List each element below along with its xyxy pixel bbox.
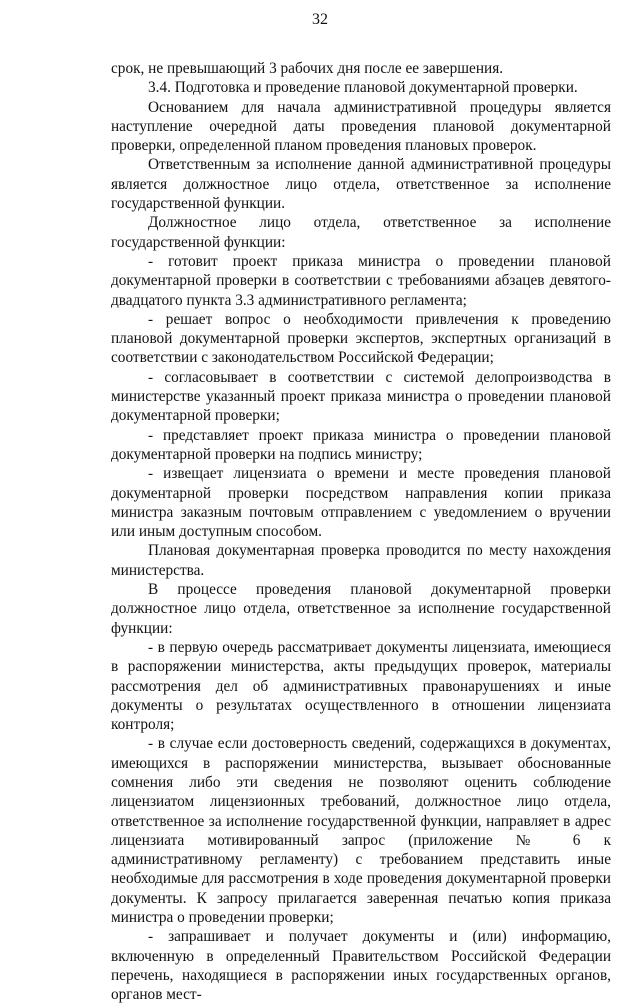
list-item: - запрашивает и получает документы и (или) информацию, включенную в определенный Правительством Российской Федерации перечень, находящиеся в распоряжении иных государственных органов, органов мест- [111,928,611,1004]
section-heading: 3.4. Подготовка и проведение плановой документарной проверки. [148,79,578,97]
paragraph: срок, не превышающий 3 рабочих дня после ее завершения. [111,60,504,77]
list-item: - готовит проект приказа министра о проведении плановой документарной проверки в соответствии с требованиями абзацев девятого-двадцатого пункта 3.3 административного регламента; [111,252,611,309]
document-body [111,59,611,1005]
paragraph: Плановая документарная проверка проводится по месту нахождения министерства. [111,542,611,579]
list-item: - представляет проект приказа министра о проведении плановой документарной проверки на подпись министру; [111,426,611,463]
paragraph: В процессе проведения плановой документарной проверки должностное лицо отдела, ответственное за исполнение государственной функции: [111,581,611,637]
paragraph: Ответственным за исполнение данной административной процедуры является должностное лицо отдела, ответственное за исполнение государственной функции. [111,156,611,213]
list-item: - извещает лицензиата о времени и месте проведения плановой документарной проверки посредством направления копии приказа министра заказным почтовым отправлением с уведомлением о вручении или иным доступным способом. [111,465,611,541]
list-item: - согласовывает в соответствии с системой делопроизводства в министерстве указанный проект приказа министра о проведении плановой документарной проверки; [111,368,611,425]
page-number: 32 [312,11,328,28]
list-item: - в случае если достоверность сведений, содержащихся в документах, имеющихся в распоряжении министерства, вызывает обоснованные сомнения либо эти сведения не позволяют оценить соблюдение лицензиатом лицензионных требований, должностное лицо отдела, ответственное за исполнение государственной функции, направляет в адрес лицензиата мотивированный запрос (приложение № 6 к административному регламенту) с требованием представить иные необходимые для рассмотрения в ходе проведения документарной проверки документы. К запросу прилагается заверенная печатью копия приказа министра о проведении проверки; [111,735,611,927]
paragraph: Должностное лицо отдела, ответственное за исполнение государственной функции: [111,214,611,251]
list-item: - в первую очередь рассматривает документы лицензиата, имеющиеся в распоряжении министерства, акты предыдущих проверок, материалы рассмотрения дел об административных правонарушениях и иные документы о результатах осуществленного в отношении лицензиата контроля; [111,638,611,734]
list-item: - решает вопрос о необходимости привлечения к проведению плановой документарной проверки экспертов, экспертных организаций в соответствии с законодательством Российской Федерации; [111,310,611,367]
paragraph: Основанием для начала административной процедуры является наступление очередной даты проведения плановой документарной проверки, определенной планом проведения плановых проверок. [111,98,611,155]
